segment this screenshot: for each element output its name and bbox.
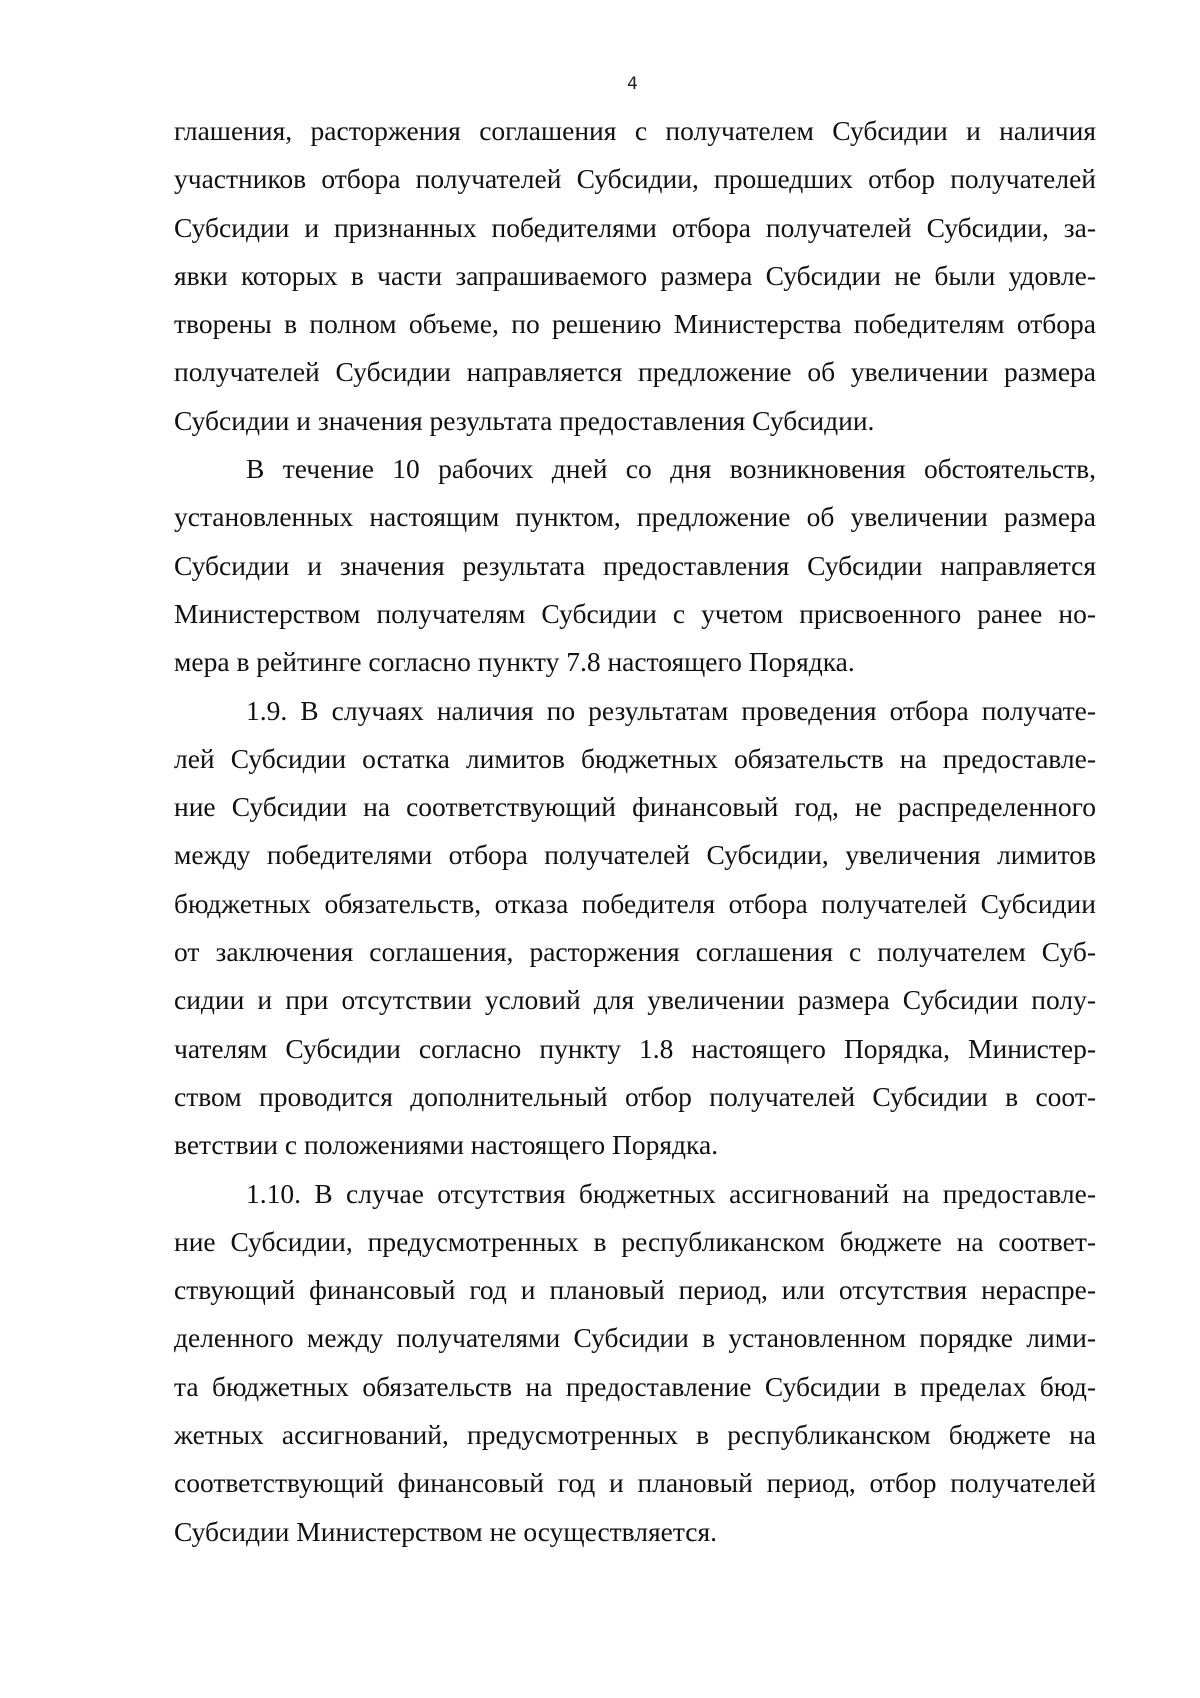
page-number: 4 <box>627 74 638 94</box>
text-line: получателей Субсидии направляется предложение об увеличении размера <box>174 356 1096 388</box>
text-line: бюджетных обязательств, отказа победителя отбора получателей Субсидии <box>174 887 1096 919</box>
text-line: творены в полном объеме, по решению Министерства победителям отбора <box>174 308 1096 340</box>
text-line: 1.9. В случаях наличия по результатам проведения отбора получате- <box>246 694 1096 726</box>
text-line: ветствии с положениями настоящего Порядка. <box>174 1129 719 1161</box>
text-line: деленного между получателями Субсидии в установленном порядке лими- <box>174 1322 1096 1354</box>
text-line: сидии и при отсутствии условий для увеличении размера Субсидии полу- <box>174 984 1096 1016</box>
text-line: Субсидии и значения результата предоставления Субсидии направляется <box>174 549 1096 581</box>
text-line: ние Субсидии, предусмотренных в республиканском бюджете на соответ- <box>174 1225 1096 1257</box>
text-line: Субсидии и значения результата предоставления Субсидии. <box>174 404 875 436</box>
text-line: ствующий финансовый год и плановый период, или отсутствия нераспре- <box>174 1274 1096 1306</box>
text-line: лей Субсидии остатка лимитов бюджетных обязательств на предоставле- <box>174 742 1096 774</box>
text-line: та бюджетных обязательств на предоставление Субсидии в пределах бюд- <box>174 1370 1096 1402</box>
text-line: установленных настоящим пунктом, предложение об увеличении размера <box>174 501 1096 533</box>
text-line: Министерством получателям Субсидии с учетом присвоенного ранее но- <box>174 597 1096 629</box>
text-line: явки которых в части запрашиваемого размера Субсидии не были удовле- <box>174 259 1096 291</box>
text-line: между победителями отбора получателей Субсидии, увеличения лимитов <box>174 839 1096 871</box>
text-line: глашения, расторжения соглашения с получателем Субсидии и наличия <box>174 115 1096 146</box>
text-line: ние Субсидии на соответствующий финансовый год, не распределенного <box>174 791 1096 823</box>
text-line: чателям Субсидии согласно пункту 1.8 настоящего Порядка, Министер- <box>174 1032 1096 1064</box>
text-line: участников отбора получателей Субсидии, прошедших отбор получателей <box>174 163 1096 195</box>
text-line: Субсидии Министерством не осуществляется. <box>174 1515 717 1547</box>
text-line: Субсидии и признанных победителями отбора получателей Субсидии, за- <box>174 211 1096 243</box>
text-line: соответствующий финансовый год и плановый период, отбор получателей <box>174 1467 1096 1499</box>
text-line: мера в рейтинге согласно пункту 7.8 настоящего Порядка. <box>174 646 855 678</box>
document-body <box>174 107 1096 1556</box>
text-line: В течение 10 рабочих дней со дня возникновения обстоятельств, <box>246 453 1096 485</box>
text-line: от заключения соглашения, расторжения соглашения с получателем Суб- <box>174 936 1096 968</box>
text-line: ством проводится дополнительный отбор получателей Субсидии в соот- <box>174 1080 1096 1112</box>
text-line: 1.10. В случае отсутствия бюджетных ассигнований на предоставле- <box>246 1177 1096 1209</box>
text-line: жетных ассигнований, предусмотренных в республиканском бюджете на <box>174 1419 1096 1451</box>
